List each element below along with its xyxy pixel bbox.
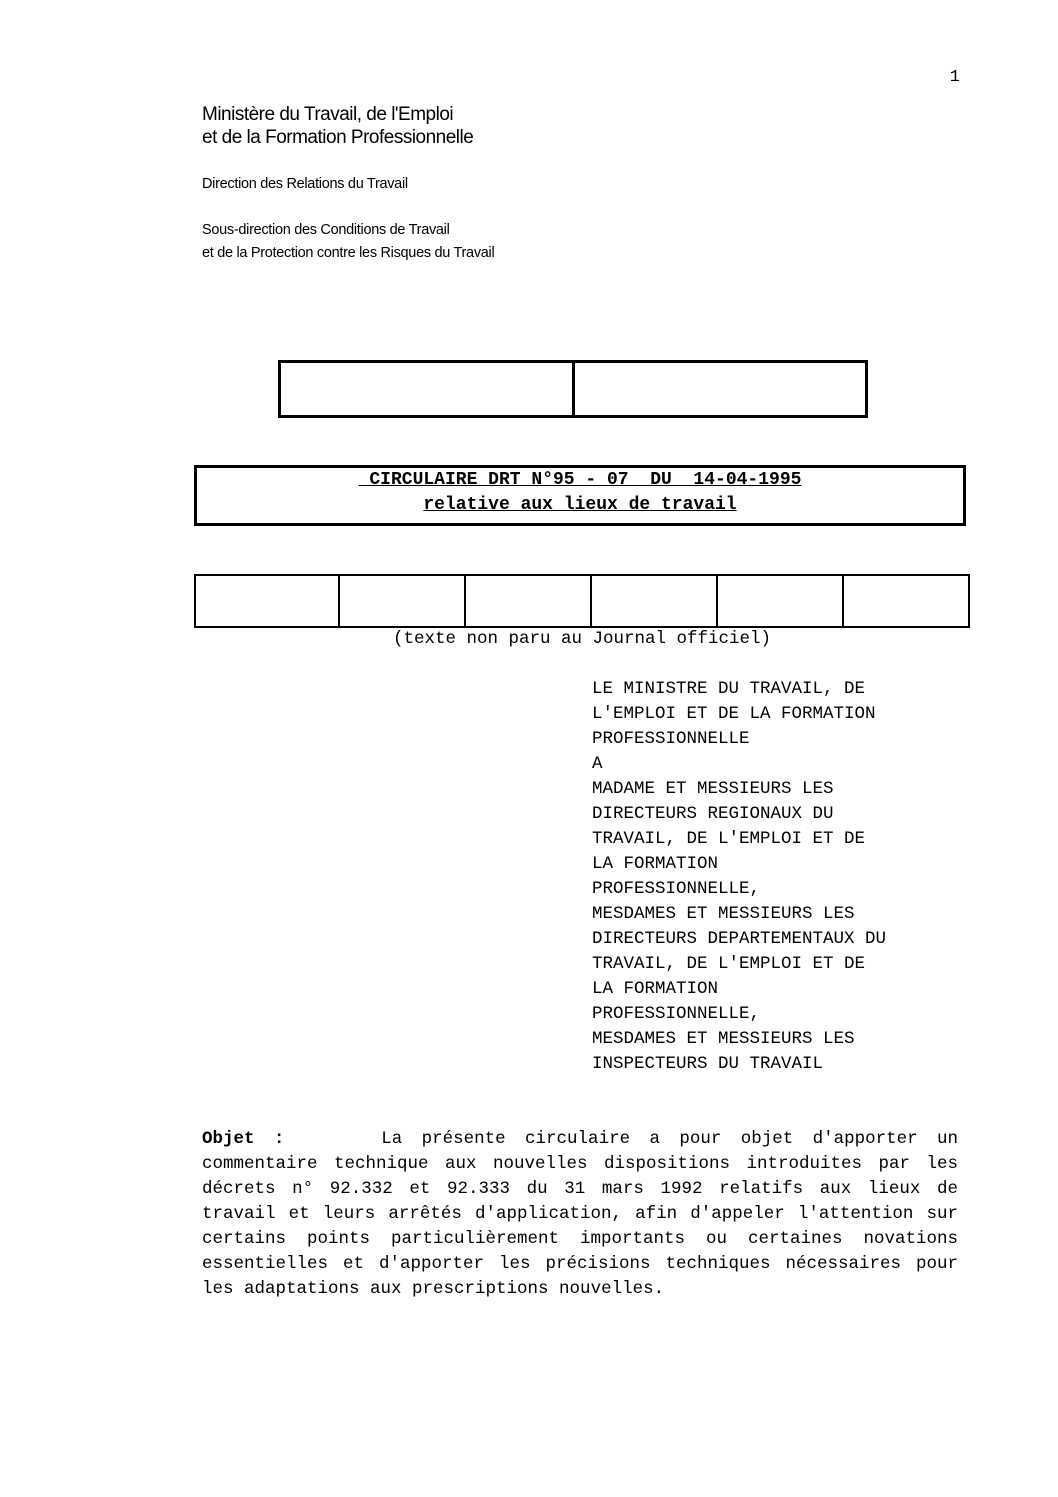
classification-cell (842, 576, 968, 626)
direction-name: Direction des Relations du Travail (202, 176, 408, 192)
recipients-block (592, 677, 886, 1077)
page-number: 1 (949, 68, 960, 87)
classification-cell (338, 576, 464, 626)
circular-subject: relative aux lieux de travail (423, 495, 737, 515)
publication-note: (texte non paru au Journal officiel) (392, 629, 772, 649)
recipient-line: DIRECTEURS DEPARTEMENTAUX DU (592, 929, 887, 949)
reference-box-cell-right (572, 363, 866, 415)
recipient-line: PROFESSIONNELLE, (592, 1004, 761, 1024)
recipient-line: TRAVAIL, DE L'EMPLOI ET DE (592, 829, 866, 849)
subdirection-line-2: et de la Protection contre les Risques du Travail (202, 245, 495, 261)
recipient-line: PROFESSIONNELLE, (592, 879, 761, 899)
objet-label: Objet : (202, 1129, 285, 1149)
recipient-line: MADAME ET MESSIEURS LES (592, 779, 834, 799)
classification-table (194, 574, 970, 628)
recipient-line: LA FORMATION (592, 979, 719, 999)
ministry-name (202, 103, 473, 149)
recipient-line: DIRECTEURS REGIONAUX DU (592, 804, 834, 824)
reference-box (278, 360, 868, 418)
recipient-line: PROFESSIONNELLE (592, 729, 750, 749)
recipient-line: LE MINISTRE DU TRAVAIL, DE (592, 679, 866, 699)
recipient-line: TRAVAIL, DE L'EMPLOI ET DE (592, 954, 866, 974)
recipient-line: MESDAMES ET MESSIEURS LES (592, 1029, 855, 1049)
classification-cell (716, 576, 842, 626)
recipient-line: MESDAMES ET MESSIEURS LES (592, 904, 855, 924)
objet-text: La présente circulaire a pour objet d'apporter un commentaire technique aux nouvelles dispositions introduites par les décrets n° 92.332 et 92.333 du 31 mars 1992 relatifs aux lieux de travail et leurs arrêtés d'application, afin d'appeler l'attention sur certains points particulièrement importants ou certaines novations essentielles et d'apporter les précisions techniques nécessaires pour les adaptations aux prescriptions nouvelles. (202, 1129, 958, 1299)
classification-cell (464, 576, 590, 626)
classification-cell (196, 576, 338, 626)
classification-cell (590, 576, 716, 626)
subdirection-line-1: Sous-direction des Conditions de Travail (202, 222, 450, 238)
recipient-line: A (592, 754, 603, 774)
ministry-line-2: et de la Formation Professionnelle (202, 127, 474, 148)
recipient-line: L'EMPLOI ET DE LA FORMATION (592, 704, 876, 724)
subdirection-name (202, 219, 494, 265)
circular-title: CIRCULAIRE DRT N°95 - 07 DU 14-04-1995 (358, 470, 802, 490)
recipient-line: INSPECTEURS DU TRAVAIL (592, 1054, 824, 1074)
ministry-line-1: Ministère du Travail, de l'Emploi (202, 104, 454, 125)
recipient-line: LA FORMATION (592, 854, 719, 874)
objet-paragraph (202, 1127, 958, 1302)
reference-box-cell-left (281, 363, 572, 415)
circular-title-box (194, 465, 966, 526)
